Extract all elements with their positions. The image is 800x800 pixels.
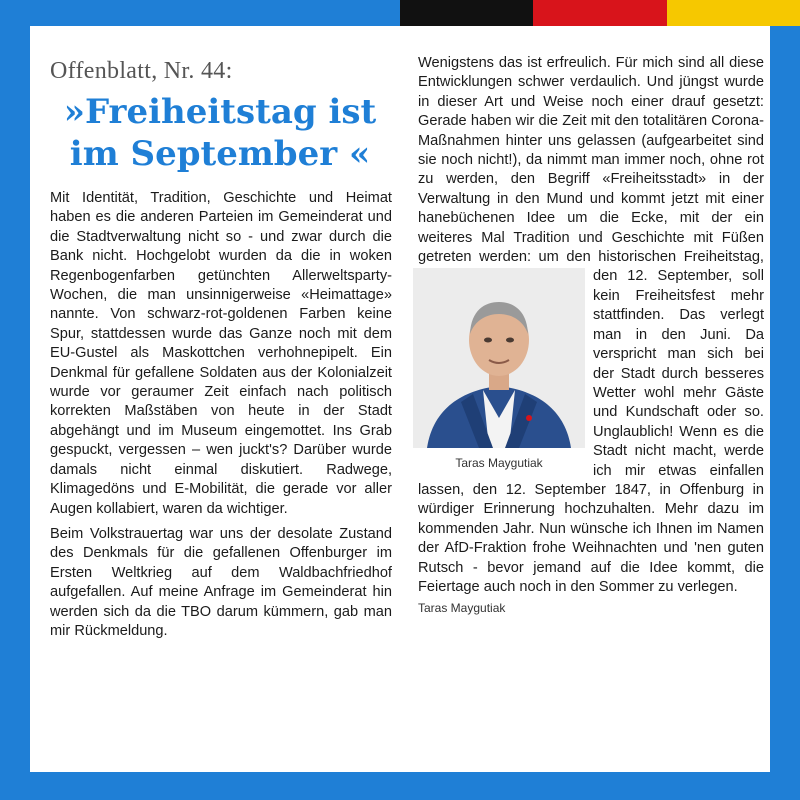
paragraph-2: Beim Volkstrauertag war uns der desolate Zustand des Denkmals für die gefallenen Offenburger im Ersten Weltkrieg auf dem Waldbachfriedhof aufgefallen. Auf meine Anfrage im Gemeinderat hin werden sich da die TBO darum kümmern, gab man mir Rückmeldung. xyxy=(50,525,392,639)
flag-red xyxy=(533,0,666,26)
paragraph-3: Wenigstens das ist erfreulich. Für mich sind all diese Entwicklungen schwer verdaulich. Und jüngst wurde in dieser Art und Weise noch einer drauf gesetzt: Gerade haben wir die Zeit mit den totalitären Corona-Maßnahmen hinter uns gelassen (aufgearbeitet sind sie noch nicht!), da nimmt man immer noch, ohne rot zu werden, den Begriff «Freiheitsstadt» in der Verwaltung in den Mund und kommt jetzt mit einer hanebüchenen Idee um die Ecke, mit der ein weiteres Mal Tradition und Geschichte mit Füßen getreten werden: um den historischen Freiheitstag, den 12. September, soll kein Freiheitsfest mehr stattfinden. Das verlegt man in den Juni. Da verspricht man sich bei der Stadt durch besseres Wetter wohl mehr Gäste und Kundschaft oder so. Unglaublich! Wenn es die Stadt nicht macht, werde ich mir etwas einfallen lassen, den 12. September 1847, in Offenburg in würdiger Erinnerung hochzuhalten. Mehr dazu im kommenden Jahr. Nun wünsche ich Ihnen im Namen der AfD-Fraktion frohe Weihnachten und 'nen guten Rutsch - bevor jemand auf die Idee kommt, die Feiertage auch noch in den Sommer zu verlegen. xyxy=(418,55,764,595)
left-column xyxy=(50,58,392,647)
paragraph-1: Mit Identität, Tradition, Geschichte und Heimat haben es die anderen Parteien im Gemeinderat und die Stadtverwaltung nicht so - und zwar durch die Bank nicht. Hochgelobt wurden da die in woken Regenbogenfarben getünchten Allerweltsparty-Wochen, die man unsinnigerweise «Heimattage» nannte. Von schwarz-rot-goldenen Farben keine Spur, stattdessen wurde das Ganze noch mit dem EU-Gustel als Maskottchen verhohnepipelt. Ein Denkmal für gefallene Soldaten aus der Kolonialzeit wurde vor geraumer Zeit einfach nach politisch korrekten Maßstäben von heute in der Stadt abgehängt und im Museum eingemottet. Ins Grab gespuckt, vergessen – wen juckt's? Darüber wurde damals nicht einmal diskutiert. Radwege, Klimagedöns und E-Mobilität, die gerade vor aller Augen kollabiert, waren da wichtiger. xyxy=(50,190,392,517)
headline xyxy=(50,91,392,175)
german-flag-stripe xyxy=(400,0,800,26)
portrait-icon xyxy=(413,268,585,448)
photo-caption: Taras Maygutiak xyxy=(455,456,543,470)
headline-line-1: »Freiheitstag ist xyxy=(63,92,377,132)
photo-figure xyxy=(413,268,585,470)
flag-gold xyxy=(667,0,800,26)
right-column xyxy=(418,54,764,615)
portrait-photo xyxy=(413,268,585,448)
flag-black xyxy=(400,0,533,26)
article-page xyxy=(30,26,770,772)
author-signature: Taras Maygutiak xyxy=(418,601,506,616)
kicker: Offenblatt, Nr. 44: xyxy=(50,58,233,84)
headline-line-2: im September « xyxy=(69,134,371,174)
